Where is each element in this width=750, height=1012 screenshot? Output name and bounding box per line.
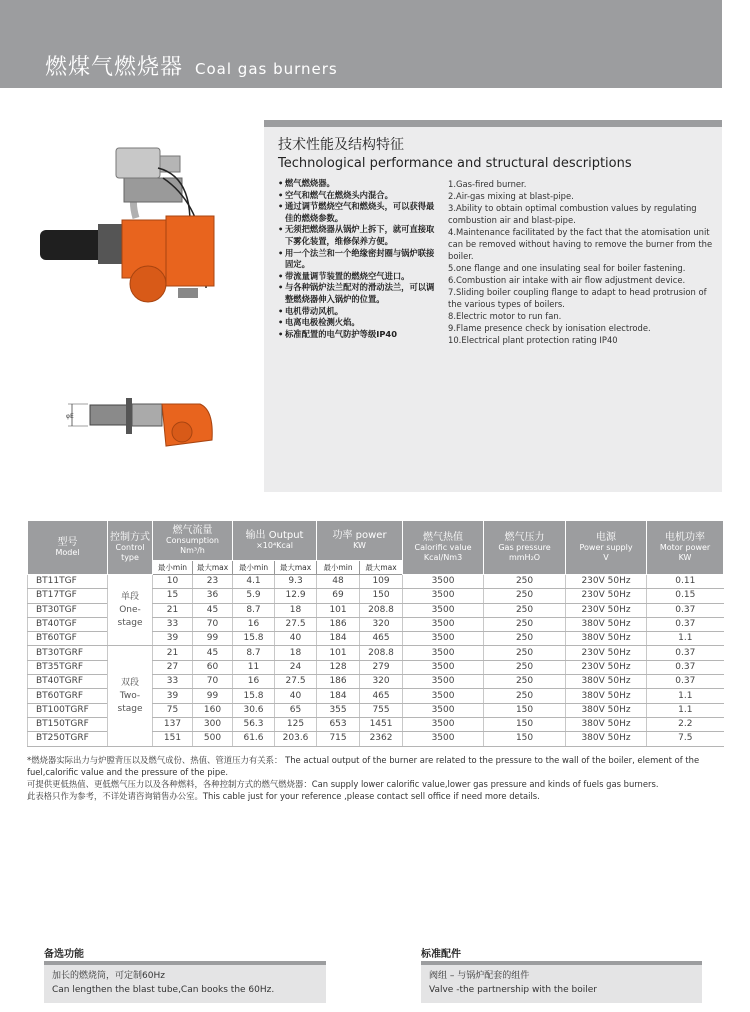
spec-item-en: 10.Electrical plant protection rating IP40: [448, 335, 618, 345]
value-cell: 2.2: [647, 717, 724, 731]
value-cell: 15: [153, 589, 193, 603]
control-type-en: Two-stage: [117, 690, 143, 714]
spec-item-cn: • 带流量调节装置的燃烧空气进口。: [278, 271, 438, 283]
value-cell: 101: [317, 603, 360, 617]
value-cell: 10: [153, 575, 193, 589]
page-title: [45, 50, 338, 81]
col-control: 控制方式 Control type: [108, 521, 153, 575]
value-cell: 16: [233, 617, 275, 631]
value-cell: 186: [317, 617, 360, 631]
value-cell: 250: [484, 589, 566, 603]
sub-max: 最大max: [193, 561, 233, 575]
spec-item-cn: • 通过调节燃烧空气和燃烧头，可以获得最佳的燃烧参数。: [278, 201, 438, 224]
model-cell: BT30TGF: [28, 603, 108, 617]
value-cell: 3500: [403, 660, 484, 674]
spec-item-en: 8.Electric motor to run fan.: [448, 311, 562, 321]
value-cell: 101: [317, 646, 360, 660]
burner-photo: [38, 138, 228, 318]
spec-item-en: 3.Ability to obtain optimal combustion values by regulating combustion air and blast-pipe.: [448, 203, 697, 225]
standard-box: [421, 965, 702, 1003]
control-type-cn: 双段: [120, 677, 139, 688]
col-model: 型号 Model: [28, 521, 108, 575]
control-type-cell: [108, 646, 153, 746]
value-cell: 23: [193, 575, 233, 589]
value-cell: 33: [153, 675, 193, 689]
note-line: *燃烧器实际出力与炉膛背压以及燃气成份、热值、管道压力有关系： The actual output of the burner are related to the pressure to the wall of the boiler, element of the fuel,calorific value and the pressure of the pipe.: [27, 755, 700, 777]
value-cell: 99: [193, 689, 233, 703]
value-cell: 150: [484, 732, 566, 746]
spec-item-en: 1.Gas-fired burner.: [448, 179, 527, 189]
value-cell: 250: [484, 675, 566, 689]
value-cell: 230V 50Hz: [566, 646, 647, 660]
standard-accessories: [421, 945, 702, 1003]
value-cell: 250: [484, 603, 566, 617]
model-cell: BT150TGRF: [28, 717, 108, 731]
optional-box: [44, 965, 326, 1003]
spec-panel-bar: [264, 120, 722, 127]
sub-min: 最小min: [317, 561, 360, 575]
model-cell: BT17TGF: [28, 589, 108, 603]
value-cell: 380V 50Hz: [566, 689, 647, 703]
spec-item-cn: • 电离电极检测火焰。: [278, 317, 438, 329]
value-cell: 8.7: [233, 603, 275, 617]
value-cell: 230V 50Hz: [566, 589, 647, 603]
value-cell: 230V 50Hz: [566, 660, 647, 674]
model-cell: BT35TGRF: [28, 660, 108, 674]
value-cell: 27.5: [275, 617, 317, 631]
value-cell: 48: [317, 575, 360, 589]
value-cell: 2362: [360, 732, 403, 746]
optional-title: 备选功能: [44, 949, 84, 960]
value-cell: 355: [317, 703, 360, 717]
value-cell: 128: [317, 660, 360, 674]
table-row: [28, 575, 724, 589]
value-cell: 40: [275, 689, 317, 703]
value-cell: 380V 50Hz: [566, 732, 647, 746]
sub-max: 最大max: [360, 561, 403, 575]
dimension-drawing: [62, 390, 232, 460]
value-cell: 7.5: [647, 732, 724, 746]
value-cell: 3500: [403, 589, 484, 603]
col-consumption: 燃气流量 Consumption Nm³/h: [153, 521, 233, 561]
value-cell: 39: [153, 689, 193, 703]
model-cell: BT11TGF: [28, 575, 108, 589]
value-cell: 3500: [403, 632, 484, 646]
model-cell: BT30TGRF: [28, 646, 108, 660]
value-cell: 1.1: [647, 703, 724, 717]
model-cell: BT40TGRF: [28, 675, 108, 689]
value-cell: 208.8: [360, 646, 403, 660]
value-cell: 3500: [403, 603, 484, 617]
value-cell: 150: [484, 703, 566, 717]
standard-en: Valve -the partnership with the boiler: [429, 985, 597, 995]
value-cell: 250: [484, 689, 566, 703]
table-body: [28, 575, 724, 747]
value-cell: 500: [193, 732, 233, 746]
value-cell: 65: [275, 703, 317, 717]
value-cell: 9.3: [275, 575, 317, 589]
value-cell: 184: [317, 632, 360, 646]
spec-list-cn: [278, 178, 438, 340]
value-cell: 45: [193, 646, 233, 660]
spec-item-en: 4.Maintenance facilitated by the fact that the atomisation unit can be removed without having to remove the burner from the boiler.: [448, 227, 713, 261]
value-cell: 203.6: [275, 732, 317, 746]
value-cell: 653: [317, 717, 360, 731]
col-calorific: 燃气热值 Calorific value Kcal/Nm3: [403, 521, 484, 575]
value-cell: 230V 50Hz: [566, 603, 647, 617]
value-cell: 0.37: [647, 617, 724, 631]
col-output: 输出 Output ×10⁴Kcal: [233, 521, 317, 561]
value-cell: 61.6: [233, 732, 275, 746]
value-cell: 39: [153, 632, 193, 646]
value-cell: 40: [275, 632, 317, 646]
value-cell: 380V 50Hz: [566, 703, 647, 717]
value-cell: 184: [317, 689, 360, 703]
spec-item-en: 7.Sliding boiler coupling flange to adapt to head protrusion of the various types of boilers.: [448, 287, 707, 309]
value-cell: 56.3: [233, 717, 275, 731]
sub-min: 最小min: [153, 561, 193, 575]
value-cell: 69: [317, 589, 360, 603]
value-cell: 75: [153, 703, 193, 717]
value-cell: 1.1: [647, 632, 724, 646]
model-cell: BT250TGRF: [28, 732, 108, 746]
value-cell: 33: [153, 617, 193, 631]
value-cell: 300: [193, 717, 233, 731]
value-cell: 0.37: [647, 675, 724, 689]
value-cell: 250: [484, 632, 566, 646]
value-cell: 715: [317, 732, 360, 746]
value-cell: 15.8: [233, 632, 275, 646]
value-cell: 151: [153, 732, 193, 746]
spec-item-en: 2.Air-gas mixing at blast-pipe.: [448, 191, 574, 201]
value-cell: 24: [275, 660, 317, 674]
value-cell: 380V 50Hz: [566, 617, 647, 631]
value-cell: 3500: [403, 717, 484, 731]
title-en: Coal gas burners: [195, 60, 338, 78]
value-cell: 380V 50Hz: [566, 717, 647, 731]
value-cell: 1451: [360, 717, 403, 731]
value-cell: 60: [193, 660, 233, 674]
spec-item-cn: • 标准配置的电气防护等级IP40: [278, 329, 438, 341]
spec-title-cn: 技术性能及结构特征: [278, 137, 404, 153]
value-cell: 1.1: [647, 689, 724, 703]
value-cell: 8.7: [233, 646, 275, 660]
control-type-en: One-stage: [117, 604, 143, 628]
value-cell: 208.8: [360, 603, 403, 617]
value-cell: 3500: [403, 617, 484, 631]
spec-item-en: 5.one flange and one insulating seal for boiler fastening.: [448, 263, 686, 273]
value-cell: 45: [193, 603, 233, 617]
note-line: 此表格只作为参考，不详处请咨询销售办公室。This cable just for your reference ,please contact sell office if need more details.: [27, 791, 540, 801]
note-line: 可提供更低热值、更低燃气压力以及各种燃料，各种控制方式的燃气燃烧器：Can supply lower calorific value,lower gas pressure and kinds of fuels gas burners.: [27, 779, 659, 789]
spec-item-cn: • 燃气燃烧器。: [278, 178, 438, 190]
value-cell: 16: [233, 675, 275, 689]
col-pressure: 燃气压力 Gas pressure mmH₂O: [484, 521, 566, 575]
value-cell: 279: [360, 660, 403, 674]
spec-panel: [264, 120, 722, 492]
value-cell: 3500: [403, 703, 484, 717]
standard-cn: 阀组 – 与锅炉配套的组件: [429, 971, 530, 981]
value-cell: 18: [275, 603, 317, 617]
value-cell: 21: [153, 603, 193, 617]
sub-max: 最大max: [275, 561, 317, 575]
spec-table: [27, 520, 724, 747]
value-cell: 320: [360, 675, 403, 689]
sub-min: 最小min: [233, 561, 275, 575]
value-cell: 27.5: [275, 675, 317, 689]
model-cell: BT60TGF: [28, 632, 108, 646]
value-cell: 3500: [403, 575, 484, 589]
value-cell: 380V 50Hz: [566, 632, 647, 646]
value-cell: 0.11: [647, 575, 724, 589]
value-cell: 0.37: [647, 646, 724, 660]
value-cell: 465: [360, 689, 403, 703]
value-cell: 70: [193, 617, 233, 631]
value-cell: 3500: [403, 675, 484, 689]
value-cell: 465: [360, 632, 403, 646]
value-cell: 27: [153, 660, 193, 674]
standard-title: 标准配件: [421, 949, 461, 960]
spec-item-cn: • 电机带动风机。: [278, 306, 438, 318]
value-cell: 137: [153, 717, 193, 731]
value-cell: 186: [317, 675, 360, 689]
value-cell: 250: [484, 617, 566, 631]
model-cell: BT60TGRF: [28, 689, 108, 703]
spec-item-cn: • 无须把燃烧器从锅炉上拆下，就可直接取下雾化装置，维修保养方便。: [278, 224, 438, 247]
table-row: [28, 646, 724, 660]
value-cell: 3500: [403, 689, 484, 703]
value-cell: 125: [275, 717, 317, 731]
col-power: 功率 power KW: [317, 521, 403, 561]
value-cell: 70: [193, 675, 233, 689]
value-cell: 250: [484, 660, 566, 674]
svg-text:φE: φE: [66, 413, 74, 420]
control-type-cn: 单段: [120, 591, 139, 602]
col-supply: 电源 Power supply V: [566, 521, 647, 575]
spec-item-en: 6.Combustion air intake with air flow adjustment device.: [448, 275, 686, 285]
value-cell: 0.15: [647, 589, 724, 603]
value-cell: 0.37: [647, 660, 724, 674]
value-cell: 250: [484, 575, 566, 589]
value-cell: 3500: [403, 646, 484, 660]
optional-en: Can lengthen the blast tube,Can books the 60Hz.: [52, 985, 275, 995]
optional-features: [44, 945, 326, 1003]
table-notes: [27, 754, 727, 802]
spec-item-cn: • 用一个法兰和一个绝缘密封圈与锅炉联接固定。: [278, 248, 438, 271]
value-cell: 30.6: [233, 703, 275, 717]
value-cell: 0.37: [647, 603, 724, 617]
value-cell: 5.9: [233, 589, 275, 603]
value-cell: 160: [193, 703, 233, 717]
spec-title-en: Technological performance and structural descriptions: [278, 156, 632, 171]
spec-item-en: 9.Flame presence check by ionisation electrode.: [448, 323, 651, 333]
col-motor: 电机功率 Motor power KW: [647, 521, 724, 575]
value-cell: 99: [193, 632, 233, 646]
value-cell: 21: [153, 646, 193, 660]
value-cell: 250: [484, 646, 566, 660]
value-cell: 18: [275, 646, 317, 660]
value-cell: 320: [360, 617, 403, 631]
value-cell: 380V 50Hz: [566, 675, 647, 689]
value-cell: 11: [233, 660, 275, 674]
spec-item-cn: • 空气和燃气在燃烧头内混合。: [278, 190, 438, 202]
value-cell: 36: [193, 589, 233, 603]
value-cell: 755: [360, 703, 403, 717]
value-cell: 109: [360, 575, 403, 589]
spec-list-en: [448, 178, 718, 346]
control-type-cell: [108, 575, 153, 646]
spec-item-cn: • 与各种锅炉法兰配对的滑动法兰，可以调整燃烧器伸入锅炉的位置。: [278, 282, 438, 305]
value-cell: 230V 50Hz: [566, 575, 647, 589]
model-cell: BT40TGF: [28, 617, 108, 631]
optional-cn: 加长的燃烧筒，可定制60Hz: [52, 971, 165, 981]
title-cn: 燃煤气燃烧器: [45, 55, 184, 80]
value-cell: 150: [484, 717, 566, 731]
value-cell: 12.9: [275, 589, 317, 603]
model-cell: BT100TGRF: [28, 703, 108, 717]
value-cell: 15.8: [233, 689, 275, 703]
value-cell: 3500: [403, 732, 484, 746]
value-cell: 4.1: [233, 575, 275, 589]
value-cell: 150: [360, 589, 403, 603]
